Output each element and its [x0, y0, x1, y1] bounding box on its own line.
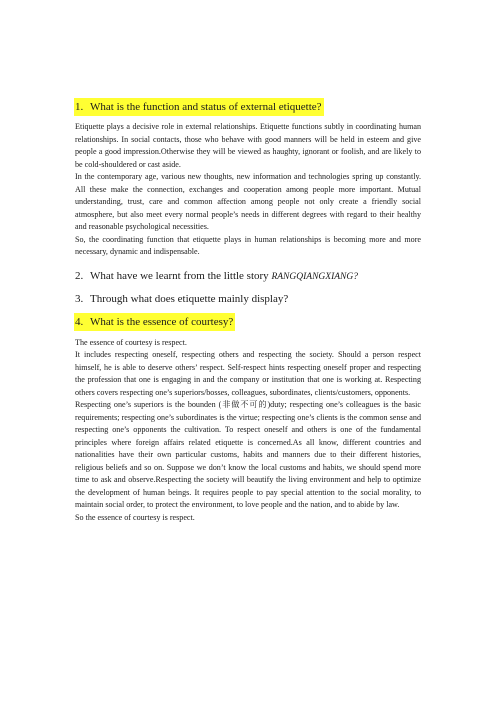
paragraph: The essence of courtesy is respect. — [75, 337, 187, 347]
paragraph: In the contemporary age, various new thoughts, new information and technologies spring up constantly. All these make the connection, exchanges and cooperation among people more important. Mutual understanding, trust, care and common affection among people not only create a friendly social atmosphere, but also meet every normal people’s needs in different degrees with regard to their healthy and reasonable psychological necessities. — [75, 172, 421, 231]
highlight: 4. What is the essence of courtesy? — [74, 313, 235, 331]
heading-question-4 — [75, 313, 421, 331]
document-page — [75, 98, 421, 524]
heading-question-2: 2. What have we learnt from the little story RANGQIANGXIANG? — [75, 269, 358, 282]
highlight: 1. What is the function and status of external etiquette? — [74, 98, 324, 116]
paragraph: It includes respecting oneself, respecting others and respecting the society. Should a person respect himself, he is able to deserve others’ respect. Self-respect hints respecting oneself proper and respecting the profession that one is engaging in and the company or institution that one is working at. Respecting others covers respecting one’s superiors/bosses, colleagues, subordinates, clients/customers, opponents. — [75, 350, 421, 397]
paragraph: So, the coordinating function that etiquette plays in human relationships is becoming more and more necessary, dynamic and indispensable. — [75, 234, 421, 256]
paragraph: Etiquette plays a decisive role in external relationships. Etiquette functions subtly in coordinating human relationships. In social contacts, those who behave with good manners will be held in esteem and give people a good impression.Otherwise they will be viewed as haughty, ignorant or foolish, and are likely to be cold-shouldered or cast aside. — [75, 122, 421, 169]
paragraph: So the essence of courtesy is respect. — [75, 512, 195, 522]
heading-question-3: 3. Through what does etiquette mainly display? — [75, 292, 289, 305]
paragraph: Respecting one’s superiors is the bounden (非做不可的)duty; respecting one’s colleagues is the basic requirements; respecting one’s subordinates is the virtue; respecting one’s clients is the common sense and respecting one’s opponents the cultivation. To respect oneself and others is one of the fundamental principles where foreign affairs related etiquette is concerned.As all know, different countries and nationalities have their own particular customs, habits and manners due to their different histories, religious beliefs and so on. Suppose we don’t know the local customs and habits, we should spend more time to ask and observe.Respecting the society will beautify the living environment and help to optimize the development of human beings. It requires people to pay special attention to the social morality, to maintain social order, to protect the environment, to love people and the nation, and to abide by law. — [75, 400, 421, 509]
heading-question-1 — [75, 98, 421, 116]
